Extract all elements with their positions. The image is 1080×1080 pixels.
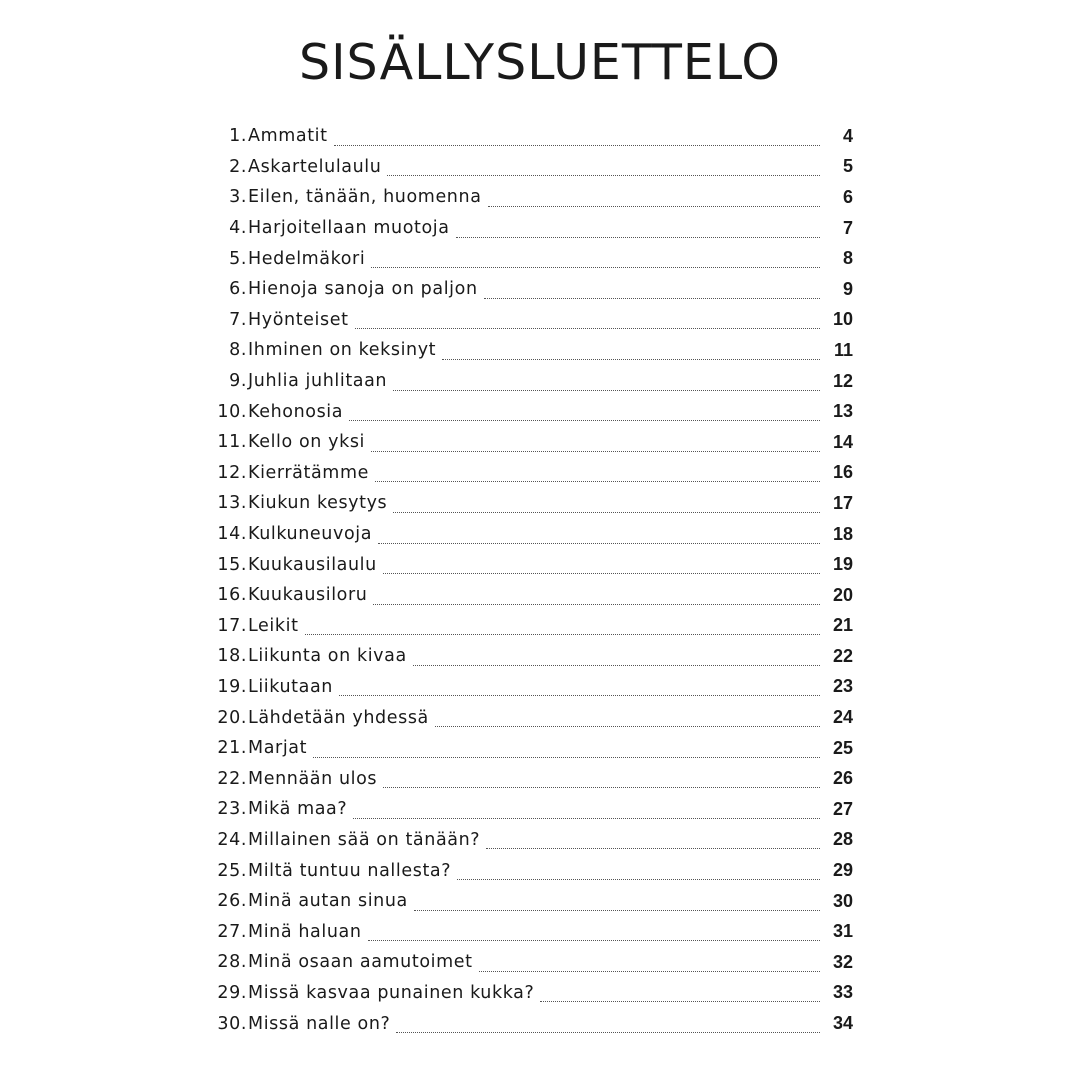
toc-entry-number: 4. — [229, 218, 247, 239]
toc-entry-page-number: 30 — [832, 890, 853, 911]
dot-leader — [396, 1018, 820, 1033]
toc-entry-page-number: 32 — [832, 951, 853, 972]
toc-entry[interactable] — [205, 427, 853, 458]
toc-entry-title: Missä kasvaa punainen kukka? — [248, 982, 535, 1003]
toc-entry-title: Minä osaan aamutoimet — [248, 952, 473, 973]
toc-entry-number: 21. — [217, 738, 247, 759]
toc-entry-title: Ihminen on keksinyt — [248, 340, 437, 361]
toc-entry-title: Miltä tuntuu nallesta? — [248, 860, 452, 881]
toc-entry-number: 3. — [229, 187, 247, 208]
toc-entry-title: Kehonosia — [248, 401, 344, 422]
toc-entry[interactable] — [205, 978, 853, 1009]
toc-entry-number: 2. — [229, 156, 247, 177]
toc-entry-number: 12. — [217, 462, 247, 483]
toc-entry-title: Lähdetään yhdessä — [248, 707, 429, 728]
toc-entry-title: Liikunta on kivaa — [248, 646, 407, 667]
toc-entry-page-number: 24 — [832, 707, 853, 728]
toc-entry-number: 25. — [217, 860, 247, 881]
toc-entry-page-number: 34 — [832, 1013, 853, 1034]
toc-entry[interactable] — [205, 916, 853, 947]
dot-leader — [457, 865, 820, 880]
dot-leader — [456, 223, 820, 238]
toc-entry-page-number: 13 — [832, 401, 853, 422]
toc-entry[interactable] — [205, 855, 853, 886]
dot-leader — [387, 161, 820, 176]
toc-entry-page-number: 8 — [842, 248, 853, 269]
toc-entry[interactable] — [205, 305, 853, 336]
toc-entry-page-number: 14 — [832, 431, 853, 452]
toc-entry-page-number: 7 — [842, 217, 853, 238]
toc-entry-page-number: 29 — [832, 860, 853, 881]
toc-entry-title: Juhlia juhlitaan — [248, 371, 388, 392]
toc-entry-number: 18. — [217, 646, 247, 667]
dot-leader — [486, 834, 820, 849]
toc-entry-title: Kulkuneuvoja — [248, 524, 373, 545]
toc-entry-page-number: 12 — [832, 370, 853, 391]
dot-leader — [305, 620, 820, 635]
toc-entry[interactable] — [205, 488, 853, 519]
toc-entry-number: 1. — [229, 126, 247, 147]
toc-entry-number: 26. — [217, 891, 247, 912]
toc-entry-number: 15. — [217, 554, 247, 575]
toc-entry-page-number: 17 — [832, 492, 853, 513]
toc-entry[interactable] — [205, 549, 853, 580]
dot-leader — [414, 896, 820, 911]
page-title: SISÄLLYSLUETTELO — [299, 34, 781, 91]
toc-entry-page-number: 16 — [832, 462, 853, 483]
dot-leader — [479, 957, 820, 972]
dot-leader — [368, 926, 820, 941]
toc-entry-number: 7. — [229, 309, 247, 330]
toc-entry[interactable] — [205, 733, 853, 764]
dot-leader — [334, 131, 820, 146]
table-of-contents — [205, 121, 853, 1039]
toc-entry-page-number: 4 — [842, 125, 853, 146]
toc-entry[interactable] — [205, 366, 853, 397]
dot-leader — [375, 467, 820, 482]
toc-entry[interactable] — [205, 794, 853, 825]
dot-leader — [371, 437, 820, 452]
toc-entry[interactable] — [205, 243, 853, 274]
toc-entry-page-number: 26 — [832, 768, 853, 789]
dot-leader — [435, 712, 820, 727]
dot-leader — [373, 590, 820, 605]
toc-entry[interactable] — [205, 182, 853, 213]
toc-entry-title: Kierrätämme — [248, 462, 369, 483]
toc-entry[interactable] — [205, 702, 853, 733]
toc-entry-number: 6. — [229, 279, 247, 300]
toc-entry[interactable] — [205, 672, 853, 703]
toc-entry-title: Mennään ulos — [248, 768, 378, 789]
toc-entry[interactable] — [205, 580, 853, 611]
toc-entry-number: 28. — [217, 952, 247, 973]
toc-entry-page-number: 5 — [842, 156, 853, 177]
dot-leader — [393, 376, 820, 391]
toc-entry-number: 10. — [217, 401, 247, 422]
toc-entry-title: Millainen sää on tänään? — [248, 829, 481, 850]
toc-entry-number: 30. — [217, 1013, 247, 1034]
toc-entry-title: Kello on yksi — [248, 432, 365, 453]
toc-entry-title: Ammatit — [248, 126, 328, 147]
toc-entry-title: Minä haluan — [248, 921, 362, 942]
toc-entry-title: Leikit — [248, 615, 299, 636]
dot-leader — [353, 804, 820, 819]
toc-entry-title: Missä nalle on? — [248, 1013, 391, 1034]
dot-leader — [442, 345, 820, 360]
toc-entry-number: 8. — [229, 340, 247, 361]
dot-leader — [488, 192, 820, 207]
toc-entry-title: Marjat — [248, 738, 308, 759]
dot-leader — [313, 743, 820, 758]
toc-entry-title: Hienoja sanoja on paljon — [248, 279, 478, 300]
toc-entry[interactable] — [205, 213, 853, 244]
toc-entry-page-number: 27 — [832, 798, 853, 819]
toc-entry[interactable] — [205, 274, 853, 305]
toc-entry-title: Minä autan sinua — [248, 891, 408, 912]
toc-entry-number: 5. — [229, 248, 247, 269]
toc-entry-title: Liikutaan — [248, 676, 333, 697]
toc-entry[interactable] — [205, 396, 853, 427]
toc-entry-page-number: 6 — [842, 186, 853, 207]
toc-entry-title: Eilen, tänään, huomenna — [248, 187, 482, 208]
toc-entry-page-number: 20 — [832, 584, 853, 605]
toc-entry[interactable] — [205, 335, 853, 366]
toc-entry[interactable] — [205, 825, 853, 856]
toc-entry-title: Mikä maa? — [248, 799, 348, 820]
toc-entry-number: 16. — [217, 585, 247, 606]
toc-entry[interactable] — [205, 947, 853, 978]
toc-entry[interactable] — [205, 458, 853, 489]
toc-entry-page-number: 10 — [832, 309, 853, 330]
dot-leader — [355, 314, 820, 329]
toc-entry-number: 13. — [217, 493, 247, 514]
toc-entry-number: 20. — [217, 707, 247, 728]
toc-entry-title: Hedelmäkori — [248, 248, 366, 269]
toc-entry[interactable] — [205, 886, 853, 917]
toc-entry-page-number: 31 — [832, 921, 853, 942]
toc-entry-number: 27. — [217, 921, 247, 942]
toc-entry-title: Kuukausiloru — [248, 585, 368, 606]
toc-entry-page-number: 23 — [832, 676, 853, 697]
toc-entry-page-number: 28 — [832, 829, 853, 850]
toc-entry-page-number: 33 — [832, 982, 853, 1003]
dot-leader — [383, 559, 820, 574]
dot-leader — [393, 498, 820, 513]
dot-leader — [413, 651, 820, 666]
toc-entry[interactable] — [205, 121, 853, 152]
toc-entry[interactable] — [205, 1008, 853, 1039]
toc-entry-number: 19. — [217, 676, 247, 697]
toc-entry-number: 24. — [217, 829, 247, 850]
toc-entry-number: 14. — [217, 524, 247, 545]
toc-entry-title: Hyönteiset — [248, 309, 349, 330]
toc-entry[interactable] — [205, 519, 853, 550]
toc-entry[interactable] — [205, 641, 853, 672]
toc-entry-title: Harjoitellaan muotoja — [248, 218, 450, 239]
dot-leader — [339, 681, 820, 696]
toc-entry-title: Kiukun kesytys — [248, 493, 388, 514]
toc-entry-page-number: 21 — [832, 615, 853, 636]
dot-leader — [383, 773, 820, 788]
toc-entry-page-number: 9 — [842, 278, 853, 299]
toc-entry[interactable] — [205, 763, 853, 794]
toc-entry[interactable] — [205, 611, 853, 642]
toc-entry-page-number: 11 — [833, 339, 853, 360]
toc-entry-number: 29. — [217, 982, 247, 1003]
dot-leader — [378, 529, 820, 544]
toc-entry[interactable] — [205, 152, 853, 183]
toc-entry-number: 17. — [217, 615, 247, 636]
dot-leader — [371, 253, 820, 268]
toc-entry-page-number: 19 — [832, 554, 853, 575]
toc-entry-page-number: 22 — [832, 645, 853, 666]
toc-entry-title: Askartelulaulu — [248, 156, 382, 177]
toc-entry-title: Kuukausilaulu — [248, 554, 377, 575]
dot-leader — [484, 284, 820, 299]
dot-leader — [349, 406, 820, 421]
toc-entry-number: 23. — [217, 799, 247, 820]
toc-entry-number: 11. — [217, 432, 247, 453]
toc-entry-page-number: 18 — [832, 523, 853, 544]
toc-entry-page-number: 25 — [832, 737, 853, 758]
toc-entry-number: 22. — [217, 768, 247, 789]
toc-entry-number: 9. — [229, 371, 247, 392]
dot-leader — [540, 987, 820, 1002]
